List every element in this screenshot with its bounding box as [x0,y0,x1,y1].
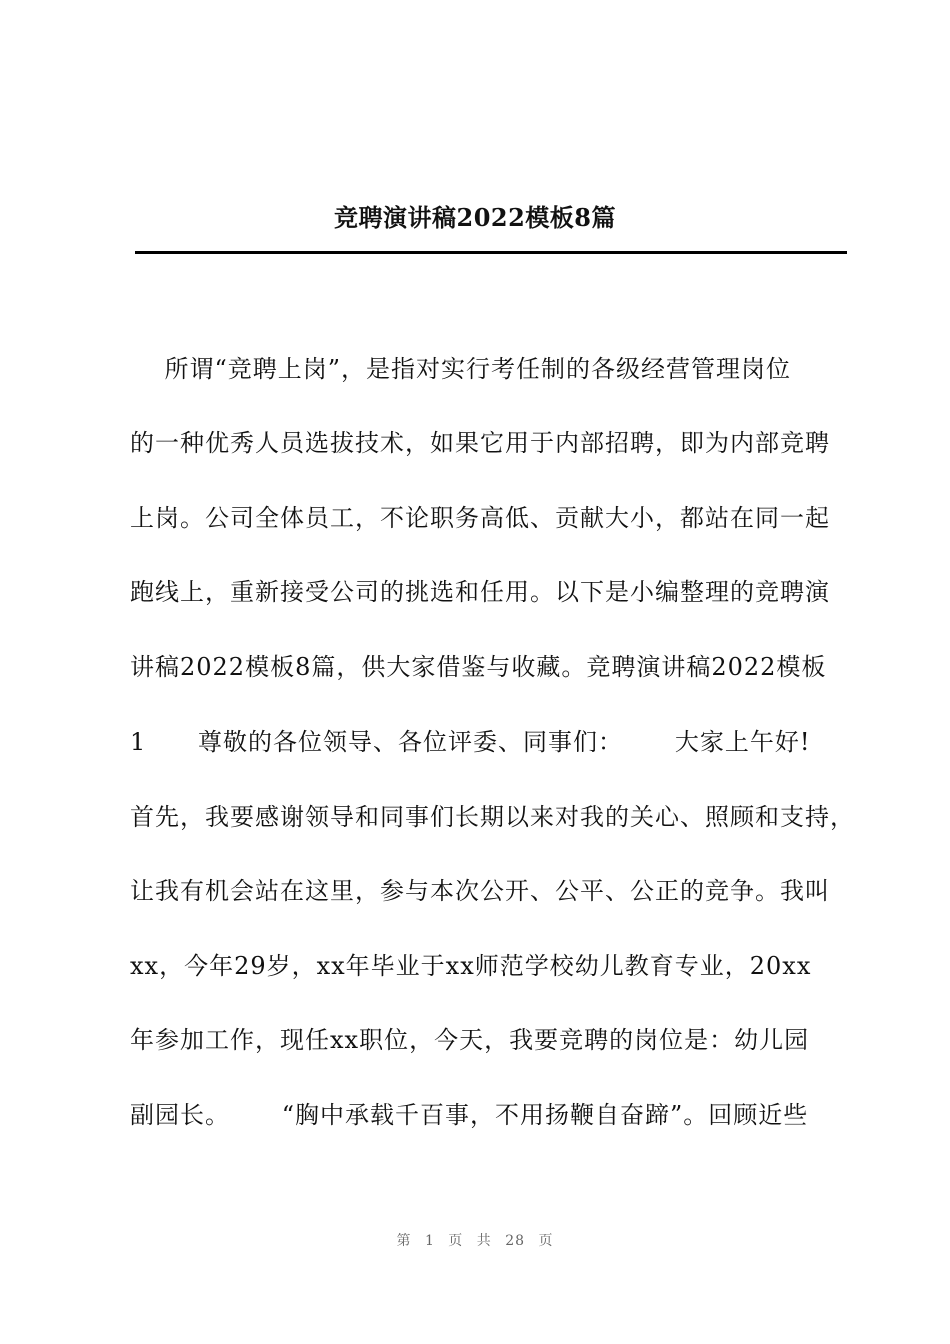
page-number-footer: 第 1 页 共 28 页 [396,1233,554,1249]
body-line: 上岗。公司全体员工，不论职务高低、贡献大小，都站在同一起 [130,504,830,532]
body-line: 副园长。 “胸中承载千百事，不用扬鞭自奋蹄”。回顾近些 [130,1101,809,1129]
body-line: 年参加工作，现任xx职位，今天，我要竞聘的岗位是：幼儿园 [130,1026,810,1054]
body-line: 让我有机会站在这里，参与本次公开、公平、公正的竞争。我叫 [130,877,830,905]
body-line: 讲稿2022模板8篇，供大家借鉴与收藏。竞聘演讲稿2022模板 [130,653,827,681]
body-line: xx，今年29岁，xx年毕业于xx师范学校幼儿教育专业，20xx [130,952,812,980]
body-line: 所谓“竞聘上岗”，是指对实行考任制的各级经营管理岗位 [130,355,792,383]
title-underline [135,251,847,254]
body-line: 首先，我要感谢领导和同事们长期以来对我的关心、照顾和支持， [130,803,855,831]
body-line: 的一种优秀人员选拔技术，如果它用于内部招聘，即为内部竞聘 [130,429,830,457]
document-title: 竞聘演讲稿2022模板8篇 [334,203,616,232]
body-line: 跑线上，重新接受公司的挑选和任用。以下是小编整理的竞聘演 [130,578,830,606]
body-line: 1 尊敬的各位领导、各位评委、同事们： 大家上午好! [130,728,811,756]
